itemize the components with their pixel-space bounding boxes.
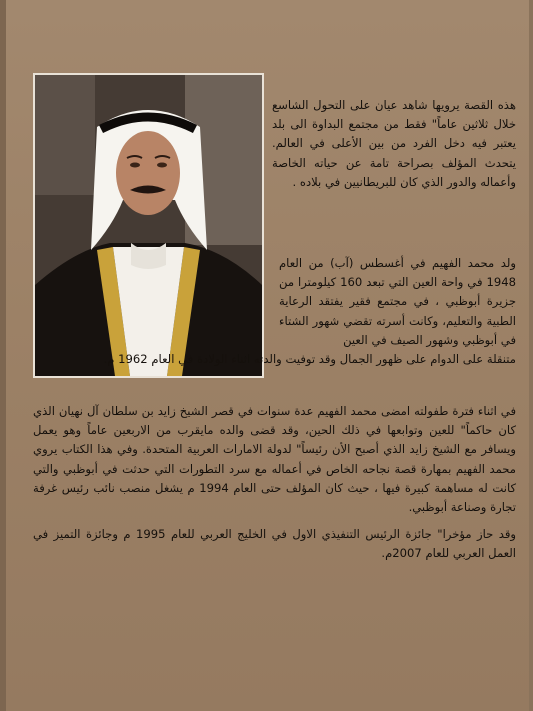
- birth-paragraph: [33, 254, 516, 369]
- birth-text-part1: ولد محمد الفهيم في أغسطس (آب) من العام 1948 في واحة العين التي تبعد 160 كيلومترا من جزيرة أبوظبي ، في مجتمع فقير يفتقد الرعاية الطبية والتعليم، وكانت أسرته تقضي شهور الشتاء في أبوظبي وشهور الصيف في العين: [279, 256, 516, 347]
- childhood-paragraph: في اثناء فترة طفولته امضى محمد الفهيم عدة سنوات في قصر الشيخ زايد بن سلطان آل نهيان الذي كان حاكماً" للعين وتوابعها في ذلك الحين، وقد قضى والده مايقرب من الاربعين عاماً وهو يعمل ويسافر مع الشيخ زايد الذي أصبح الأن رئيساً" لدولة الامارات العربية المتحدة. وفي هذا الكتاب يروي محمد الفهيم بمهارة قصة نجاحه الخاص في أعماله مع سرد التطورات التي حدثت في أبوظبي والتي كانت له مساهمة كبيرة فيها ، حيث كان المؤلف حتى العام 1994 م يشغل منصب نائب رئيس غرفة تجارة وصناعة أبوظبي.: [33, 404, 516, 515]
- awards-paragraph: وقد حاز مؤخرا" جائزة الرئيس التنفيذي الاول في الخليج العربي للعام 1995 م وجائزة التميز في العمل العربي للعام 2007م.: [33, 527, 516, 561]
- intro-text: هذه القصة يرويها شاهد عيان على التحول الشاسع خلال ثلاثين عاماً" فقط من مجتمع البداوة الى بلد يعتبر فيه دخل الفرد من بين الأعلى في العالم. يتحدث المؤلف بصراحة تامة عن حياته الخاصة وأعماله والدور الذي كان للبريطانيين في بلاده .: [272, 98, 516, 189]
- birth-text-part2: متنقلة على الدوام على ظهور الجمال وقد توفيت والدته اثناء الولادة في العام 1962 م.: [103, 352, 516, 367]
- career-section: [33, 402, 516, 572]
- intro-paragraph: [272, 96, 516, 192]
